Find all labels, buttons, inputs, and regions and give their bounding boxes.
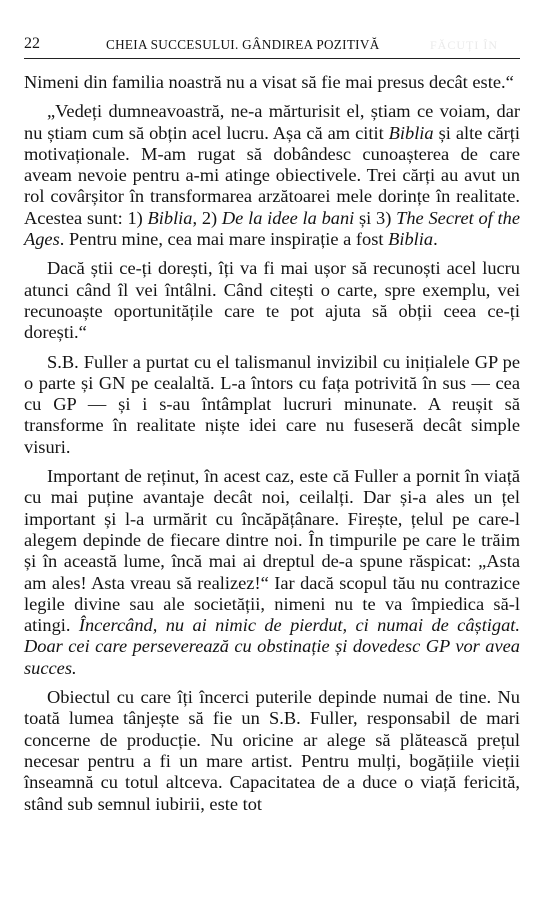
text-run: , 2) bbox=[192, 207, 222, 228]
text-run: . bbox=[433, 229, 438, 250]
facing-page-running-title: FĂCUȚI ÎN bbox=[430, 38, 498, 52]
text-run: Obiectul cu care îți încerci puterile depinde numai de tine. Nu toată lumea tânjește să fie un S.B. Fuller, responsabil de mari concerne de producție. Nu oricine ar alege să plătească prețul necesar pentru a fi un mare artist. Pentru mulți, bogățiile vieții înseamnă cu totul altceva. Capacitatea de a duce o viață fericită, stând sub semnul iubirii, este tot bbox=[24, 687, 520, 814]
paragraph bbox=[24, 352, 520, 458]
paragraph bbox=[24, 258, 520, 343]
text-run: Important de reținut, în acest caz, este că Fuller a pornit în viață cu mai puține avantaje decât noi, ceilalți. Dar și-a ales un țel important și l-a urmărit cu încăpățânare. Firește, țelul pe care-l alegem depinde de fiecare dintre noi. În timpurile pe care le trăim și în această lume, încă mai ai dreptul de-a spune răspicat: „Asta am ales! Asta vreau să realizez!“ Iar dacă scopul tău nu contrazice legile divine sau ale societății, nimeni nu te va împiedica să-l atingi. bbox=[24, 466, 520, 636]
italic-text-run: De la idee la bani bbox=[221, 207, 355, 228]
body-text bbox=[24, 72, 520, 815]
text-run: Nimeni din familia noastră nu a visat să fie mai presus decât este.“ bbox=[24, 72, 514, 92]
running-title: CHEIA SUCCESULUI. GÂNDIREA POZITIVĂ bbox=[106, 37, 380, 52]
text-run: și alte cărți motivaționale. M-am rugat să dobândesc cunoașterea de care aveam nevoie pentru a-mi atinge obiectivele. Trei cărți au avut un rol covârșitor în transformarea arzătoarei mele dorințe în realitate. Acestea sunt: 1) bbox=[24, 122, 520, 228]
paragraph bbox=[24, 101, 520, 250]
text-run: S.B. Fuller a purtat cu el talismanul invizibil cu inițialele GP pe o parte și GN pe cealaltă. L-a întors cu fața potrivită în sus — cea cu GP — și i s-au întâmplat lucruri minunate. A reușit să transforme în realitate niște idei care nu fuseseră decât simple visuri. bbox=[24, 351, 520, 457]
page-number: 22 bbox=[24, 35, 40, 52]
text-run: „Vedeți dumneavoastră, ne-a mărturisit el, știam ce voiam, dar nu știam cum să obțin acel lucru. Așa că am citit bbox=[24, 101, 520, 143]
italic-text-run: Biblia bbox=[147, 207, 193, 228]
italic-text-run: Încercând, nu ai nimic de pierdut, ci numai de câștigat. Doar cei care perseverează cu obstinație și dovedesc GP vor avea succes. bbox=[24, 615, 521, 678]
text-run: și 3) bbox=[354, 207, 397, 228]
book-page bbox=[24, 0, 520, 917]
italic-text-run: Biblia bbox=[388, 229, 434, 250]
text-run: . Pentru mine, cea mai mare inspirație a fost bbox=[59, 229, 389, 250]
paragraph bbox=[24, 687, 520, 815]
paragraph bbox=[24, 72, 520, 93]
paragraph bbox=[24, 466, 520, 679]
page-header bbox=[24, 34, 520, 59]
italic-text-run: Biblia bbox=[388, 122, 434, 143]
text-run: Dacă știi ce-ți dorești, îți va fi mai ușor să recunoști acel lucru atunci când îl vei întâlni. Când citești o carte, spre exemplu, vei recunoaște oportunitățile care te pot ajuta să obții ceea ce-ți dorești.“ bbox=[24, 258, 520, 343]
italic-text-run: The Secret of the Ages bbox=[24, 207, 520, 250]
